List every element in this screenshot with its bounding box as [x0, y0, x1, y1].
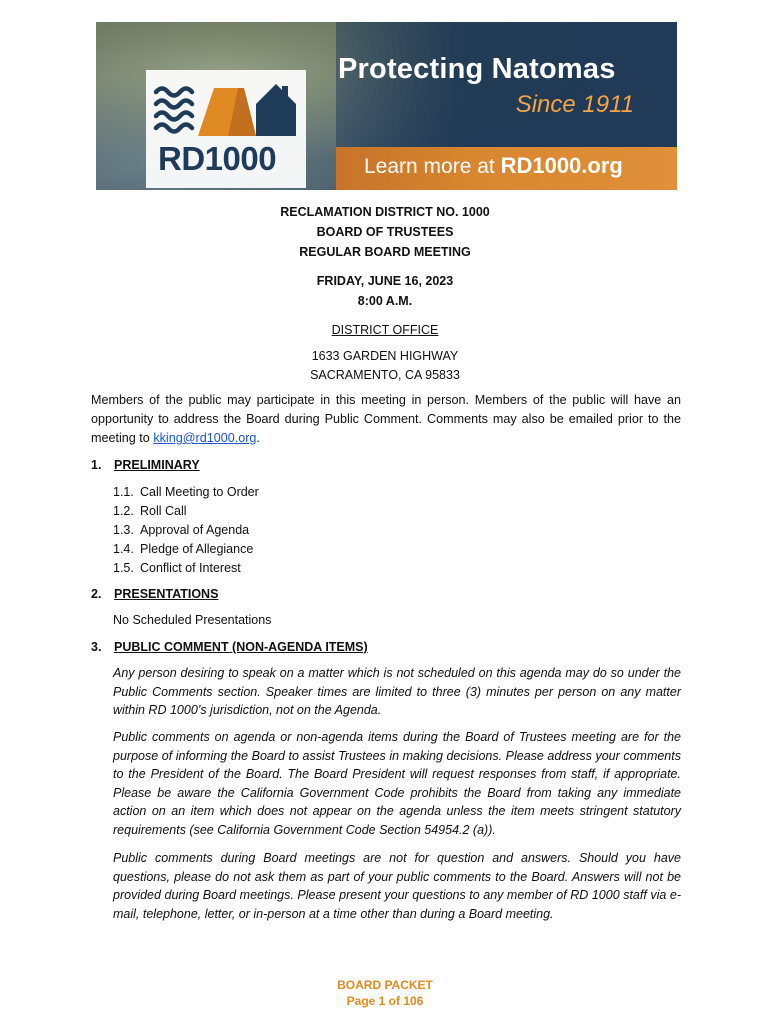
board-packet-label: BOARD PACKET: [337, 978, 433, 992]
contact-email-link[interactable]: kking@rd1000.org: [153, 431, 257, 445]
banner-cta-prefix: Learn more at: [364, 155, 501, 178]
section-title: PRELIMINARY: [114, 458, 200, 472]
agenda-item-1-2: [113, 502, 187, 521]
meeting-time: 8:00 A.M.: [357, 294, 413, 308]
item-label: Pledge of Allegiance: [140, 542, 254, 556]
agenda-item-1-1: [113, 483, 259, 502]
district-name: RECLAMATION DISTRICT NO. 1000: [280, 205, 490, 219]
public-comment-paragraph-3: Public comments during Board meetings are not for question and answers. Should you have questions, please do not ask them as part of your public comments to the Board. Answers will not be provided during Board meetings. Please present your questions to any member of RD 1000 staff via e-mail, telephone, letter, or in-person at a time other than during a Board meeting.: [113, 851, 681, 921]
public-comment-paragraph-2: Public comments on agenda or non-agenda items during the Board of Trustees meeting are for the purpose of informing the Board to assist Trustees in making decisions. Please address your comments to the President of the Board. The Board President will request responses from staff, if appropriate. Please be aware the California Government Code prohibits the Board from taking any immediate action on an item which does not appear on the agenda unless the item meets stringent statutory requirements (see California Government Code Section 54954.2 (a)).: [113, 730, 681, 837]
banner-since: Since 1911: [515, 91, 634, 118]
banner-cta-site: RD1000.org: [500, 153, 623, 178]
banner-title: Protecting Natomas: [338, 53, 616, 85]
section-public-comment-heading: [91, 638, 368, 656]
location-label: [0, 320, 770, 340]
intro-text: Members of the public may participate in this meeting in person. Members of the public will have an opportunity to address the Board during Public Comment. Comments may also be emailed prior to the meeting to: [91, 393, 681, 445]
section-number: 2.: [91, 587, 102, 601]
public-comment-paragraph-1: Any person desiring to speak on a matter which is not scheduled on this agenda may do so under the Public Comments section. Speaker times are limited to three (3) minutes per person on any matter within RD 1000’s jurisdiction, not on the Agenda.: [113, 666, 681, 718]
logo-wordmark: RD1000: [158, 140, 277, 177]
section-title: PRESENTATIONS: [114, 587, 219, 601]
section-number: 1.: [91, 458, 102, 472]
board-name: BOARD OF TRUSTEES: [316, 225, 454, 239]
location-label-text: DISTRICT OFFICE: [331, 323, 439, 337]
item-number: 1.2.: [113, 504, 134, 518]
intro-paragraph: [91, 391, 681, 448]
agenda-item-1-5: [113, 559, 241, 578]
section-number: 3.: [91, 640, 102, 654]
item-number: 1.3.: [113, 523, 134, 537]
item-number: 1.5.: [113, 561, 134, 575]
intro-end: .: [256, 431, 260, 445]
address-line-2: SACRAMENTO, CA 95833: [310, 368, 460, 382]
item-label: Conflict of Interest: [140, 561, 241, 575]
item-number: 1.1.: [113, 485, 134, 499]
banner-cta: [364, 153, 623, 179]
header-banner: [96, 22, 677, 190]
item-label: Call Meeting to Order: [140, 485, 259, 499]
agenda-item-1-3: [113, 521, 249, 540]
address-line-1: 1633 GARDEN HIGHWAY: [311, 349, 459, 363]
section-presentations-heading: [91, 585, 218, 603]
section-title: PUBLIC COMMENT (NON-AGENDA ITEMS): [114, 640, 368, 654]
presentations-note: No Scheduled Presentations: [113, 613, 272, 627]
item-number: 1.4.: [113, 542, 134, 556]
agenda-item-1-4: [113, 540, 253, 559]
item-label: Approval of Agenda: [140, 523, 250, 537]
meeting-type: REGULAR BOARD MEETING: [299, 245, 471, 259]
meeting-date: FRIDAY, JUNE 16, 2023: [316, 274, 454, 288]
rd1000-logo-icon: [152, 80, 302, 142]
item-label: Roll Call: [140, 504, 187, 518]
section-preliminary-heading: [91, 456, 200, 474]
page-number: Page 1 of 106: [346, 994, 424, 1008]
